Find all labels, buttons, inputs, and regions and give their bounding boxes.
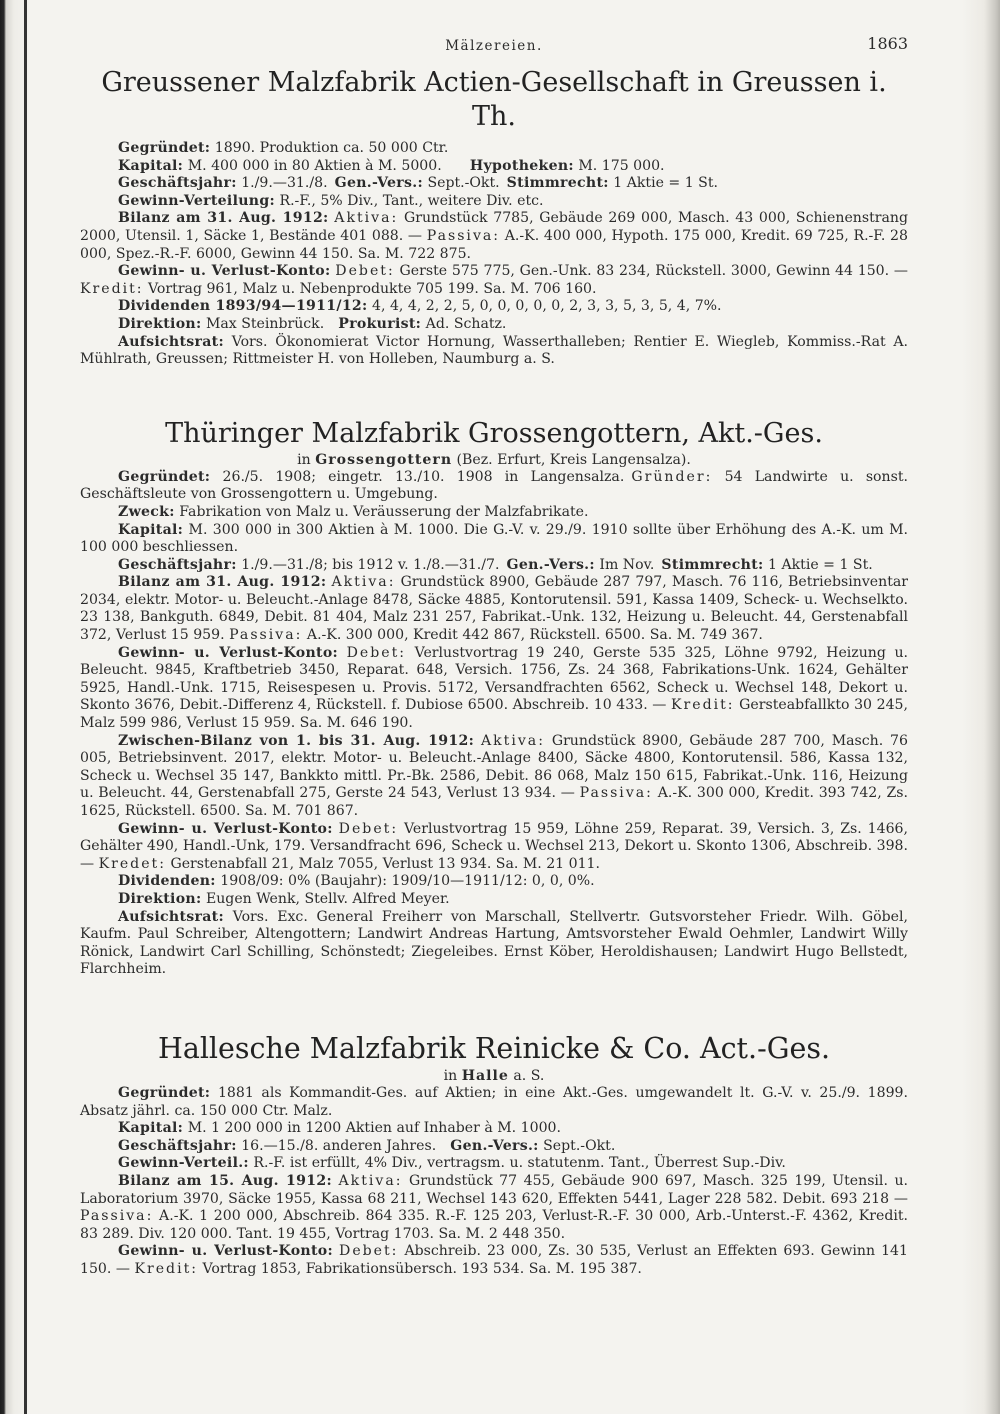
company-seat: in Halle a. S. [443,1067,545,1084]
entry-zwischenbilanz: Zwischen-Bilanz von 1. bis 31. Aug. 1912: Aktiva: Grundstück 8900, Gebäude 287 700, Masch. 76 005, Betriebsinvent. 2017, elektr. Motor- u. Beleucht.-Anlage 8400, Säcke 4800, Kontorutensil. 586, Kassa 132, Scheck u. Wechsel 35 147, Bankkto mittl. Pr.-Bk. 2586, Debit. 86 068, Malz 150 615, Fabrikat.-Unk. 116, Heizung u. Beleucht. 44, Gerstenabfall 275, Gerste 24 543, Verlust 13 934. — Passiva: A.-K. 300 000, Kredit. 393 742, Zs. 1625, Rückstell. 6500. Sa. M. 701 867. [80,732,908,819]
entry-kapital: Kapital: M. 300 000 in 300 Aktien à M. 1000. Die G.-V. v. 29./9. 1910 sollte über Erhöhung des A.-K. um M. 100 000 beschliessen. [80,521,908,556]
document-page [80,0,908,1278]
company-greussener [80,66,908,369]
entry-aufsichtsrat: Aufsichtsrat: Vors. Exc. General Freiherr von Marschall, Stellvertr. Gutsvorsteher Friedr. Wilh. Göbel, Kaufm. Paul Schreiber, Altengottern; Landwirt Andreas Hartung, Amtsvorsteher Ewald Oehmler, Landwirt Willy Rönick, Landwirt Carl Schilling, Schönstedt; Ziegeleibes. Ernst Köber, Heroldishausen; Landwirt Hugo Bellstedt, Flarchheim. [80,908,908,978]
entry-geschaeftsjahr: Geschäftsjahr: 16.—15./8. anderen Jahres. Gen.-Vers.: Sept.-Okt. [118,1137,616,1154]
entry-geschaeftsjahr: Geschäftsjahr: 1./9.—31./8; bis 1912 v. 1./8.—31./7. Gen.-Vers.: Im Nov. Stimmrecht: 1 Aktie = 1 St. [118,556,873,573]
entry-gv-konto: Gewinn- u. Verlust-Konto: Debet: Abschreib. 23 000, Zs. 30 535, Verlust an Effekten 693. Gewinn 141 150. — Kredit: Vortrag 1853, Fabrikationsübersch. 193 534. Sa. M. 195 387. [80,1243,908,1277]
entry-gegruendet: Gegründet: 1881 als Kommandit-Ges. auf Aktien; in eine Akt.-Ges. umgewandelt lt. G.-V. v. 25./9. 1899. Absatz jährl. ca. 150 000 Ctr. Malz. [80,1084,908,1119]
page-number: 1863 [867,34,908,53]
entry-kapital: Kapital: M. 400 000 in 80 Aktien à M. 5000. Hypotheken: M. 175 000. [118,157,665,174]
entry-gewinnverteil: Gewinn-Verteil.: R.-F. ist erfüllt, 4% Div., vertragsm. u. statutenm. Tant., Überrest Sup.-Div. [118,1155,786,1172]
page-edge-right [962,0,1000,1414]
company-title: Hallesche Malzfabrik Reinicke & Co. Act.-Ges. [157,1031,831,1065]
entry-gegruendet: Gegründet: 1890. Produktion ca. 50 000 Ctr. [118,140,449,156]
entry-gv-konto: Gewinn- u. Verlust-Konto: Debet: Gerste 575 775, Gen.-Unk. 83 234, Rückstell. 3000, Gewinn 44 150. — Kredit: Vortrag 961, Malz u. Nebenprodukte 705 199. Sa. M. 706 160. [80,263,908,297]
entry-aufsichtsrat: Aufsichtsrat: Vors. Ökonomierat Victor Hornung, Wasserthalleben; Rentier E. Wiegleb, Kommiss.-Rat A. Mühlrath, Greussen; Rittmeister H. von Holleben, Naumburg a. S. [80,333,908,368]
entry-bilanz: Bilanz am 31. Aug. 1912: Aktiva: Grundstück 7785, Gebäude 269 000, Masch. 43 000, Schienenstrang 2000, Utensil. 1, Säcke 1, Bestände 401 088. — Passiva: A.-K. 400 000, Hypoth. 175 000, Kredit. 69 725, R.-F. 28 000, Spez.-R.-F. 6000, Gewinn 44 150. Sa. M. 722 875. [80,210,909,262]
entry-direktion: Direktion: Max Steinbrück. Prokurist: Ad. Schatz. [118,315,507,332]
company-hallesche [80,1031,908,1279]
entry-direktion: Direktion: Eugen Wenk, Stellv. Alfred Meyer. [118,890,450,907]
entry-zweck: Zweck: Fabrikation von Malz u. Veräusserung der Malzfabrikate. [118,503,589,520]
gutter-line [24,0,27,1414]
entry-bilanz: Bilanz am 31. Aug. 1912: Aktiva: Grundstück 8900, Gebäude 287 797, Masch. 76 116, Betriebsinventar 2034, elektr. Motor- u. Beleucht.-Anlage 8478, Säcke 4885, Kontorutensil. 591, Kassa 1409, Scheck- u. Wechselkto. 23 138, Bankguth. 6849, Debit. 81 404, Malz 231 257, Fabrikat.-Unk. 132, Heizung u. Beleucht. 44, Gerstenabfall 372, Verlust 15 959. Passiva: A.-K. 300 000, Kredit 442 867, Rückstell. 6500. Sa. M. 749 367. [80,574,909,644]
company-seat: in Grossengottern (Bez. Erfurt, Kreis Langensalza). [297,451,691,468]
entry-geschaeftsjahr: Geschäftsjahr: 1./9.—31./8. Gen.-Vers.: Sept.-Okt. Stimmrecht: 1 Aktie = 1 St. [118,175,718,192]
entry-gewinnverteilung: Gewinn-Verteilung: R.-F., 5% Div., Tant., weitere Div. etc. [118,192,544,209]
company-thueringer [80,417,908,979]
entry-dividenden: Dividenden 1893/94—1911/12: 4, 4, 4, 2, 2, 5, 0, 0, 0, 0, 0, 2, 3, 3, 5, 3, 5, 4, 7%. [118,298,722,315]
entry-bilanz: Bilanz am 15. Aug. 1912: Aktiva: Grundstück 77 455, Gebäude 900 697, Masch. 325 199, Utensil. u. Laboratorium 3970, Säcke 1955, Kassa 68 211, Wechsel 143 620, Effekten 5441, Lager 228 582. Debit. 693 218 — Passiva: A.-K. 1 200 000, Abschreib. 864 335. R.-F. 125 203, Verlust-R.-F. 30 000, Arb.-Unterst.-F. 4362, Kredit. 83 289. Div. 120 000. Tant. 19 455, Vortrag 1703. Sa. M. 2 448 350. [80,1172,909,1242]
entry-gegruendet: Gegründet: 26./5. 1908; eingetr. 13./10. 1908 in Langensalza. Gründer: 54 Landwirte u. sonst. Geschäftsleute von Grossengottern u. Umgebung. [80,468,908,503]
entry-gv-konto: Gewinn- u. Verlust-Konto: Debet: Verlustvortrag 19 240, Gerste 535 325, Löhne 9792, Heizung u. Beleucht. 9845, Kraftbetrieb 3450, Reparat. 648, Versich. 1756, Zs. 24 368, Fabrikations-Unk. 1624, Gehälter 5925, Handl.-Unk. 1715, Reisespesen u. Provis. 5172, Versandfrachten 6562, Scheck u. Wechsel 148, Dekort u. Skonto 3676, Debit.-Differenz 4, Rückstell. f. Dubiose 6500. Abschreib. 10 433. — Kredit: Gersteabfallkto 30 245, Malz 599 986, Verlust 15 959. Sa. M. 646 190. [80,644,908,732]
company-title: Greussener Malzfabrik Actien-Gesellschaft in Greussen i. Th. [101,67,887,132]
entry-kapital: Kapital: M. 1 200 000 in 1200 Aktien auf Inhaber à M. 1000. [118,1120,561,1137]
running-head [80,0,908,66]
entry-gv-konto-2: Gewinn- u. Verlust-Konto: Debet: Verlustvortrag 15 959, Löhne 259, Reparat. 39, Versich. 3, Zs. 1466, Gehälter 490, Handl.-Unk, 179. Versandfracht 696, Scheck u. Wechsel 213, Dekort u. Skonto 1306, Abschreib. 398. — Kredet: Gerstenabfall 21, Malz 7055, Verlust 13 934. Sa. M. 21 011. [80,820,908,872]
running-head-title: Mälzereien. [445,38,543,54]
company-title: Thüringer Malzfabrik Grossengottern, Akt.-Ges. [165,417,823,449]
entry-dividenden: Dividenden: 1908/09: 0% (Baujahr): 1909/10—1911/12: 0, 0, 0%. [118,873,595,890]
